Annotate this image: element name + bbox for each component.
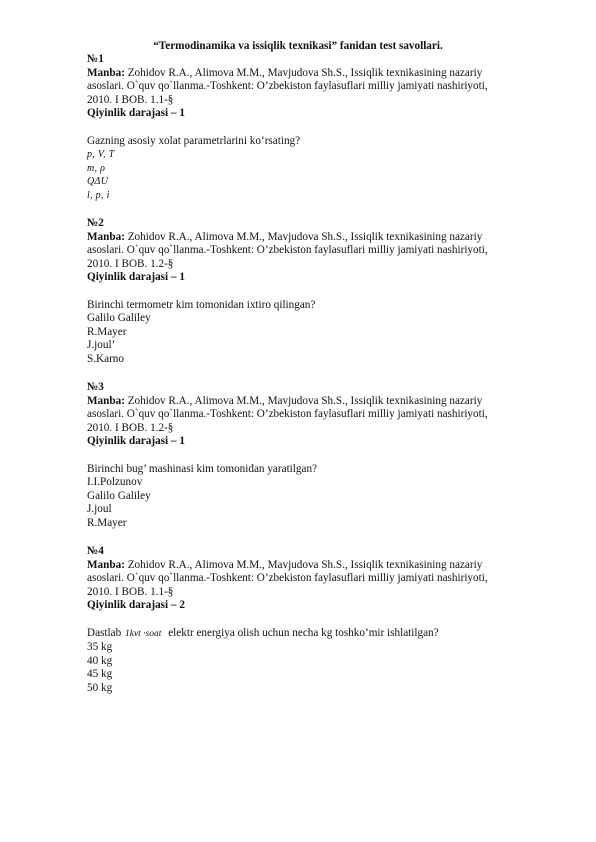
answer-option: J.joul	[87, 503, 112, 516]
answer-option: S.Karno	[87, 352, 124, 365]
question-block-2	[87, 217, 527, 367]
source-line	[87, 559, 527, 573]
difficulty-level: Qiyinlik darajasi – 1	[87, 107, 185, 120]
answer-option: R.Mayer	[87, 325, 127, 338]
question-text: Birinchi bug’ mashinasi kim tomonidan yaratilgan?	[87, 462, 318, 475]
answer-option: QΔU	[87, 176, 109, 188]
question-text	[87, 627, 527, 642]
source-line	[87, 67, 527, 81]
question-number: №1	[87, 53, 104, 65]
answer-option: J.joul’	[87, 339, 116, 352]
answer-option: p, V, T	[87, 149, 115, 161]
source-label: Manba:	[87, 230, 125, 243]
difficulty-level: Qiyinlik darajasi – 1	[87, 435, 185, 448]
source-label: Manba:	[87, 66, 125, 79]
energy-formula: 1kvt ·soat	[124, 628, 162, 639]
difficulty-level: Qiyinlik darajasi – 1	[87, 271, 185, 284]
answer-option: m, ρ	[87, 162, 106, 174]
page-title: “Termodinamika va issiqlik texnikasi” fanidan test savollari.	[153, 40, 443, 52]
source-text: 2010. I BOB. 1.1-§	[87, 585, 174, 598]
answer-option: 35 kg	[87, 641, 113, 654]
question-number: №3	[87, 381, 104, 393]
source-line	[87, 395, 527, 409]
source-text: 2010. I BOB. 1.2-§	[87, 421, 174, 434]
answer-option: R.Mayer	[87, 516, 127, 529]
source-text: asoslari. O`quv qo`llanma.-Toshkent: O’zbekiston faylasuflari milliy jamiyati nashiriyoti,	[87, 572, 488, 585]
difficulty-level: Qiyinlik darajasi – 2	[87, 599, 185, 612]
source-text: Zohidov R.A., Alimova M.M., Mavjudova Sh.S., Issiqlik texnikasining nazariy	[127, 230, 483, 243]
answer-option: 40 kg	[87, 654, 113, 667]
question-text: Gazning asosiy xolat parametrlarini ko‘rsating?	[87, 134, 301, 147]
question-number: №2	[87, 217, 104, 229]
source-text: asoslari. O`quv qo`llanma.-Toshkent: O’zbekiston faylasuflari milliy jamiyati nashiriyoti,	[87, 244, 488, 257]
answer-option: I.I.Polzunov	[87, 476, 143, 489]
source-label: Manba:	[87, 558, 125, 571]
question-block-4	[87, 545, 527, 696]
question-prefix: Dastlab	[87, 626, 122, 639]
answer-option: Galilo Galiley	[87, 312, 151, 325]
answer-option: l, p, i	[87, 189, 110, 201]
source-text: Zohidov R.A., Alimova M.M., Mavjudova Sh.S., Issiqlik texnikasining nazariy	[127, 558, 483, 571]
answer-option: 45 kg	[87, 668, 113, 681]
question-suffix: elektr energiya olish uchun necha kg toshko’mir ishlatilgan?	[168, 626, 439, 639]
question-text: Birinchi termometr kim tomonidan ixtiro qilingan?	[87, 298, 316, 311]
source-text: 2010. I BOB. 1.2-§	[87, 257, 174, 270]
source-text: Zohidov R.A., Alimova M.M., Mavjudova Sh.S., Issiqlik texnikasining nazariy	[127, 394, 483, 407]
answer-option: 50 kg	[87, 681, 113, 694]
answer-option: Galilo Galiley	[87, 489, 151, 502]
source-text: Zohidov R.A., Alimova M.M., Mavjudova Sh.S., Issiqlik texnikasining nazariy	[127, 66, 483, 79]
source-text: asoslari. O`quv qo`llanma.-Toshkent: O’zbekiston faylasuflari milliy jamiyati nashiriyoti,	[87, 408, 488, 421]
source-line	[87, 231, 527, 245]
source-label: Manba:	[87, 394, 125, 407]
source-text: 2010. I BOB. 1.1-§	[87, 93, 174, 106]
question-block-1	[87, 53, 527, 203]
question-number: №4	[87, 545, 104, 557]
source-text: asoslari. O`quv qo`llanma.-Toshkent: O’zbekiston faylasuflari milliy jamiyati nashiriyoti,	[87, 80, 488, 93]
question-block-3	[87, 381, 527, 531]
